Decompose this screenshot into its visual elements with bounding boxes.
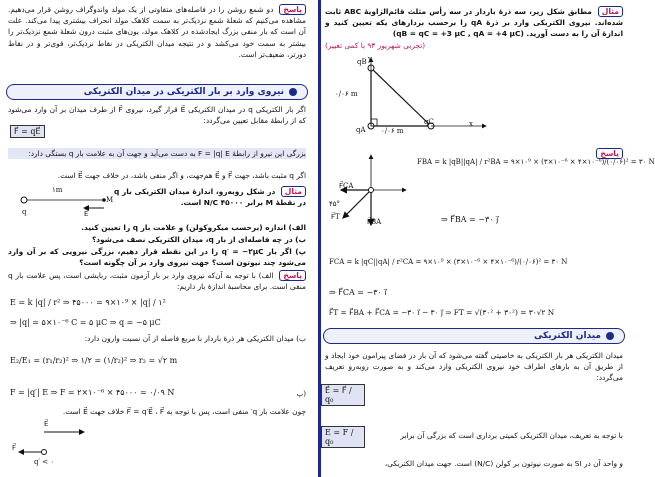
heading-bullet-icon <box>289 88 297 96</box>
vector-figure <box>331 150 411 240</box>
section-heading-electric-field <box>323 328 625 344</box>
top-answer-text: دو شمع روشن را در فاصله‌های متفاوتی از یک مولد واندوگراف روشن قرار می‌دهیم. مشاهده می‌کنیم که شعلهٔ شمع نزدیک‌تر به سمت کلاهک مولد انحراف بیشتری پیدا می‌کند. علت آن است که بار منفی بزرگ ایجادشده در کلاهک مولد، یون‌های مثبت درون شعلهٔ شمع نزدیک‌تر را بیشتر به سمت خود می‌کشد و در نتیجه میدان الکتریکی در نقاط نزدیک‌تر، قوی‌تر و در نقاط دورتر، ضعیف‌تر است. <box>8 5 306 59</box>
equation-ft: F⃗T = F⃗BA + F⃗CA = −۳۰ i⃗ − ۳۰ j⃗ ⇒ FT = √(۳۰² + ۳۰²) = ۳۰√۲ N <box>329 308 555 317</box>
field-definition-paragraph: میدان الکتریکی هر بار الکتریکی به خاصیتی گفته می‌شود که آن بار در فضای پیرامون خود ایجاد و از طریق آن به بارهای اطراف خود نیروی الکتریکی وارد می‌کند و به صورت روبه‌رو تعریف می‌گردد: <box>325 351 623 383</box>
equation-force: F = |q′| E ⇒ F = ۲×۱۰⁻⁶ × ۴۵۰۰۰ = ۰/۰۹ N <box>10 388 175 397</box>
example-part-b: ب) در چه فاصله‌ای از بار q، میدان الکتریکی نصف می‌شود؟ <box>91 235 306 244</box>
answer-part-b: ب) میدان الکتریکی هر ذرهٔ باردار با مربع فاصله از آن نسبت وارون دارد: <box>84 334 306 343</box>
answer-block <box>8 270 306 292</box>
example-text: مطابق شکل زیر، سه ذرهٔ باردار در سه رأس مثلث قائم‌الزاویهٔ ABC ثابت شده‌اند. نیروی الکتریکی وارد بر ذرهٔ qA را برحسب بردارهای یکه تعیین کنید و اندازهٔ آن را به دست آورید. (qB = qC = +3 μC , qA = +4 μC) <box>325 7 623 39</box>
field-unit-paragraph: و واحد آن در SI به صورت نیوتون بر کولن (N/C) است. جهت میدان الکتریکی، <box>384 459 623 468</box>
field-magnitude-paragraph: با توجه به تعریف، میدان الکتریکی کمیتی برداری است که بزرگی آن برابر <box>400 431 623 440</box>
label-final-f: F⃗ <box>12 444 17 452</box>
section-heading-force <box>6 84 308 100</box>
label-charge-q: q <box>22 208 27 216</box>
example-part-a: الف) اندازه (برحسب میکروکولن) و علامت بار q را تعیین کنید. <box>81 223 306 232</box>
equation-distance: E₂/E₁ = (r₁/r₂)² ⇒ ۱/۲ = (۱/r₂)² ⇒ r₂ = √۲ m <box>10 356 178 365</box>
top-answer-block <box>8 4 306 60</box>
label-point-m: M <box>106 196 114 204</box>
example-block <box>114 186 306 208</box>
answer-badge: پاسخ <box>279 270 306 281</box>
left-page <box>4 0 310 477</box>
example-block <box>325 6 623 51</box>
equation-fca: FCA = k |qC||qA| / r²CA = ۹×۱۰⁹ × (۳×۱۰⁻⁶ × ۴×۱۰⁻⁶)/(۰/۰۶)² = ۳۰ N <box>329 258 568 266</box>
label-field-e: E⃗ <box>84 210 89 218</box>
equation-fca-vector: ⇒ F⃗CA = −۳۰ i⃗ <box>329 288 387 297</box>
force-direction-paragraph: اگر q مثبت باشد، جهت F⃗ و E⃗ هم‌جهت، و اگر منفی باشد، در خلاف جهت E⃗ است. <box>57 171 306 180</box>
field-magnitude-box: E = F / q₀ <box>321 426 365 448</box>
answer-text: الف) با توجه به آن‌که نیروی وارد بر بار آزمون مثبت، ربایشی است، پس علامت بار q منفی است. برای محاسبهٔ اندازهٔ بار داریم: <box>8 271 306 292</box>
example-source: (تجربی شهریور ۹۳ با کمی تغییر) <box>325 40 426 50</box>
label-axis-x: x <box>469 120 473 128</box>
top-answer-badge: پاسخ <box>279 4 306 15</box>
equation-field-magnitude: E = k |q| / r² ⇒ ۴۵۰۰۰ = ۹×۱۰⁹ × |q| / ۱² <box>10 298 166 307</box>
example-badge: مثال <box>598 6 623 17</box>
label-final-e: E⃗ <box>44 420 49 428</box>
label-distance: ۱m <box>52 186 63 194</box>
answer-badge: پاسخ <box>596 148 623 159</box>
heading-bullet-icon <box>606 332 614 340</box>
label-fba: F⃗BA <box>367 218 382 226</box>
label-qa: qA <box>356 126 366 134</box>
example-part-c: پ) اگر بار q′ = −۲μC را در این نقطه قرار دهیم، بزرگی نیرویی که بر آن وارد می‌شود چند نیوتون است؟ جهت نیروی وارد بر آن چگونه است؟ <box>8 247 306 268</box>
field-definition-box: E⃗ = F⃗ / q₀ <box>321 384 365 406</box>
example-badge: مثال <box>281 186 306 197</box>
label-side-vertical: ۰/۰۶ m <box>335 90 358 98</box>
section-title: میدان الکتریکی <box>533 331 601 341</box>
force-magnitude-paragraph: بزرگی این نیرو از رابطهٔ F = |q| E به دست می‌آید و جهت آن به علامت بار q بستگی دارد: <box>8 148 306 159</box>
right-page <box>318 0 655 477</box>
equation-charge-value: ⇒ |q| = ۵×۱۰⁻⁶ C = ۵ μC ⇒ q = −۵ μC <box>10 318 161 327</box>
example-text: در شکل روبه‌رو، اندازهٔ میدان الکتریکی بار q در نقطهٔ M برابر ۴۵۰۰۰ N/C است. <box>114 187 306 208</box>
section-title: نیروی وارد بر بار الکتریکی در میدان الکتریکی <box>83 87 284 97</box>
label-fca: F⃗CA <box>339 182 354 190</box>
label-axis-y: y <box>368 55 372 63</box>
label-side-horizontal: ۰/۰۶ m <box>381 127 404 135</box>
label-ft: F⃗T <box>331 213 340 221</box>
answer-part-c: چون علامت بار q′ منفی است، پس با توجه به F⃗ = q′E⃗ ، F⃗ خلاف جهت E⃗ است. <box>62 407 306 416</box>
force-paragraph: اگر بار الکتریکی q در میدان الکتریکی E⃗ قرار گیرد، نیروی F⃗ از طرف میدان بر آن وارد می‌شود که از رابطهٔ مقابل تعیین می‌گردد: <box>8 105 306 126</box>
label-angle: ۴۵° <box>329 200 341 208</box>
label-final-q: q′ < ۰ <box>34 458 55 466</box>
label-qb: qB <box>357 58 367 66</box>
force-formula-box: F⃗ = qE⃗ <box>10 125 45 138</box>
label-part-c: پ) <box>296 390 306 398</box>
equation-fba-vector: ⇒ F⃗BA = −۳۰ j⃗ <box>441 215 499 224</box>
charge-figure <box>14 186 114 216</box>
label-qc: qC <box>424 118 434 126</box>
equation-fba: FBA = k |qB||qA| / r²BA = ۹×۱۰⁹ × (۳×۱۰⁻⁶ × ۴×۱۰⁻⁶)/(۰/۰۶)² = ۳۰ N <box>417 158 655 166</box>
